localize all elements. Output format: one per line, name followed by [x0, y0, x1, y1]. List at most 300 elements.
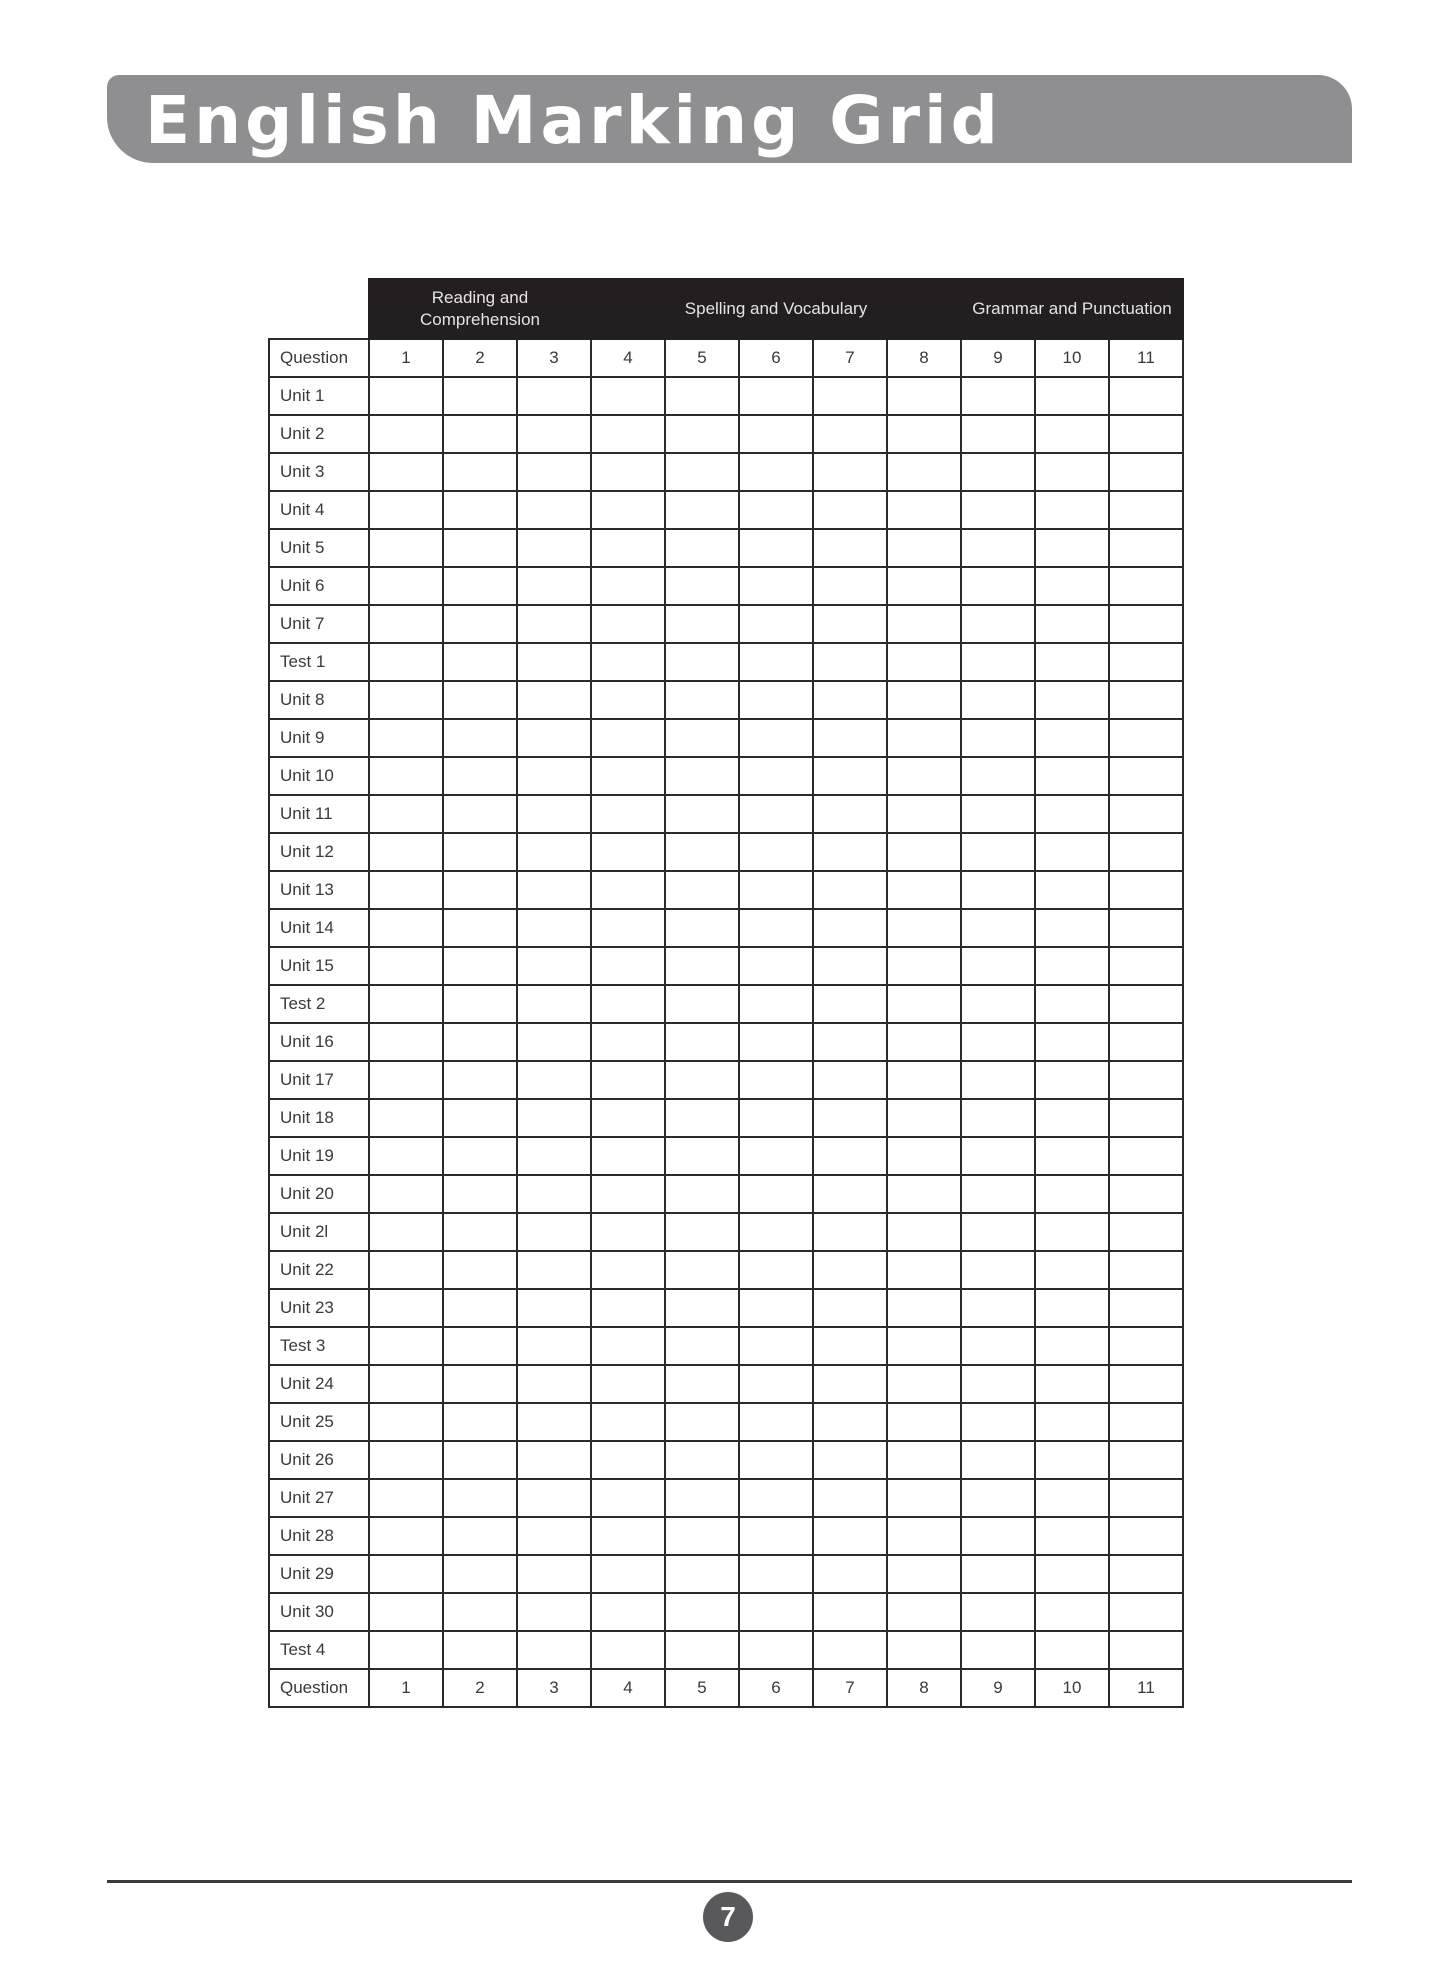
- mark-cell[interactable]: [369, 643, 443, 681]
- mark-cell[interactable]: [1035, 1289, 1109, 1327]
- mark-cell[interactable]: [1109, 1099, 1183, 1137]
- mark-cell[interactable]: [739, 985, 813, 1023]
- mark-cell[interactable]: [443, 871, 517, 909]
- mark-cell[interactable]: [1035, 1251, 1109, 1289]
- mark-cell[interactable]: [1109, 947, 1183, 985]
- mark-cell[interactable]: [443, 1023, 517, 1061]
- mark-cell[interactable]: [739, 795, 813, 833]
- mark-cell[interactable]: [1035, 833, 1109, 871]
- mark-cell[interactable]: [1109, 605, 1183, 643]
- mark-cell[interactable]: [739, 643, 813, 681]
- mark-cell[interactable]: [517, 833, 591, 871]
- mark-cell[interactable]: [665, 1327, 739, 1365]
- mark-cell[interactable]: [1109, 1327, 1183, 1365]
- mark-cell[interactable]: [443, 1137, 517, 1175]
- mark-cell[interactable]: [369, 833, 443, 871]
- mark-cell[interactable]: [1035, 1023, 1109, 1061]
- mark-cell[interactable]: [369, 1289, 443, 1327]
- mark-cell[interactable]: [739, 605, 813, 643]
- mark-cell[interactable]: [961, 681, 1035, 719]
- mark-cell[interactable]: [517, 795, 591, 833]
- mark-cell[interactable]: [591, 1517, 665, 1555]
- mark-cell[interactable]: [887, 491, 961, 529]
- mark-cell[interactable]: [1035, 605, 1109, 643]
- mark-cell[interactable]: [961, 1061, 1035, 1099]
- mark-cell[interactable]: [369, 1251, 443, 1289]
- mark-cell[interactable]: [887, 1555, 961, 1593]
- mark-cell[interactable]: [665, 605, 739, 643]
- mark-cell[interactable]: [887, 643, 961, 681]
- mark-cell[interactable]: [1109, 985, 1183, 1023]
- mark-cell[interactable]: [665, 1023, 739, 1061]
- mark-cell[interactable]: [369, 529, 443, 567]
- mark-cell[interactable]: [665, 795, 739, 833]
- mark-cell[interactable]: [665, 1137, 739, 1175]
- mark-cell[interactable]: [665, 1631, 739, 1669]
- mark-cell[interactable]: [443, 947, 517, 985]
- mark-cell[interactable]: [665, 377, 739, 415]
- mark-cell[interactable]: [369, 1441, 443, 1479]
- mark-cell[interactable]: [1035, 1327, 1109, 1365]
- mark-cell[interactable]: [813, 681, 887, 719]
- mark-cell[interactable]: [591, 1289, 665, 1327]
- mark-cell[interactable]: [961, 1631, 1035, 1669]
- mark-cell[interactable]: [1035, 1403, 1109, 1441]
- mark-cell[interactable]: [517, 757, 591, 795]
- mark-cell[interactable]: [813, 643, 887, 681]
- mark-cell[interactable]: [591, 643, 665, 681]
- mark-cell[interactable]: [961, 415, 1035, 453]
- mark-cell[interactable]: [961, 1251, 1035, 1289]
- mark-cell[interactable]: [1035, 1061, 1109, 1099]
- mark-cell[interactable]: [443, 529, 517, 567]
- mark-cell[interactable]: [591, 795, 665, 833]
- mark-cell[interactable]: [369, 567, 443, 605]
- mark-cell[interactable]: [961, 491, 1035, 529]
- mark-cell[interactable]: [813, 1327, 887, 1365]
- mark-cell[interactable]: [517, 1061, 591, 1099]
- mark-cell[interactable]: [665, 567, 739, 605]
- mark-cell[interactable]: [813, 1289, 887, 1327]
- mark-cell[interactable]: [591, 985, 665, 1023]
- mark-cell[interactable]: [369, 757, 443, 795]
- mark-cell[interactable]: [517, 453, 591, 491]
- mark-cell[interactable]: [1109, 1213, 1183, 1251]
- mark-cell[interactable]: [369, 947, 443, 985]
- mark-cell[interactable]: [369, 1327, 443, 1365]
- mark-cell[interactable]: [369, 871, 443, 909]
- mark-cell[interactable]: [665, 909, 739, 947]
- mark-cell[interactable]: [961, 1403, 1035, 1441]
- mark-cell[interactable]: [369, 1593, 443, 1631]
- mark-cell[interactable]: [813, 719, 887, 757]
- mark-cell[interactable]: [517, 1631, 591, 1669]
- mark-cell[interactable]: [517, 1213, 591, 1251]
- mark-cell[interactable]: [517, 1593, 591, 1631]
- mark-cell[interactable]: [1109, 795, 1183, 833]
- mark-cell[interactable]: [813, 1175, 887, 1213]
- mark-cell[interactable]: [961, 985, 1035, 1023]
- mark-cell[interactable]: [665, 1593, 739, 1631]
- mark-cell[interactable]: [1035, 1175, 1109, 1213]
- mark-cell[interactable]: [665, 1251, 739, 1289]
- mark-cell[interactable]: [591, 453, 665, 491]
- mark-cell[interactable]: [443, 1061, 517, 1099]
- mark-cell[interactable]: [517, 605, 591, 643]
- mark-cell[interactable]: [665, 985, 739, 1023]
- mark-cell[interactable]: [591, 1631, 665, 1669]
- mark-cell[interactable]: [665, 1479, 739, 1517]
- mark-cell[interactable]: [369, 909, 443, 947]
- mark-cell[interactable]: [739, 567, 813, 605]
- mark-cell[interactable]: [739, 1175, 813, 1213]
- mark-cell[interactable]: [665, 491, 739, 529]
- mark-cell[interactable]: [369, 1175, 443, 1213]
- mark-cell[interactable]: [1035, 491, 1109, 529]
- mark-cell[interactable]: [443, 1593, 517, 1631]
- mark-cell[interactable]: [961, 909, 1035, 947]
- mark-cell[interactable]: [517, 947, 591, 985]
- mark-cell[interactable]: [1035, 1213, 1109, 1251]
- mark-cell[interactable]: [813, 567, 887, 605]
- mark-cell[interactable]: [591, 757, 665, 795]
- mark-cell[interactable]: [369, 1479, 443, 1517]
- mark-cell[interactable]: [591, 1327, 665, 1365]
- mark-cell[interactable]: [887, 377, 961, 415]
- mark-cell[interactable]: [517, 1327, 591, 1365]
- mark-cell[interactable]: [813, 1403, 887, 1441]
- mark-cell[interactable]: [961, 1327, 1035, 1365]
- mark-cell[interactable]: [591, 947, 665, 985]
- mark-cell[interactable]: [591, 833, 665, 871]
- mark-cell[interactable]: [813, 1213, 887, 1251]
- mark-cell[interactable]: [813, 1099, 887, 1137]
- mark-cell[interactable]: [591, 1175, 665, 1213]
- mark-cell[interactable]: [887, 1175, 961, 1213]
- mark-cell[interactable]: [369, 1403, 443, 1441]
- mark-cell[interactable]: [961, 1479, 1035, 1517]
- mark-cell[interactable]: [591, 567, 665, 605]
- mark-cell[interactable]: [887, 1593, 961, 1631]
- mark-cell[interactable]: [517, 1137, 591, 1175]
- mark-cell[interactable]: [665, 1175, 739, 1213]
- mark-cell[interactable]: [443, 1479, 517, 1517]
- mark-cell[interactable]: [739, 1099, 813, 1137]
- mark-cell[interactable]: [443, 1555, 517, 1593]
- mark-cell[interactable]: [739, 377, 813, 415]
- mark-cell[interactable]: [591, 909, 665, 947]
- mark-cell[interactable]: [443, 491, 517, 529]
- mark-cell[interactable]: [813, 1023, 887, 1061]
- mark-cell[interactable]: [739, 833, 813, 871]
- mark-cell[interactable]: [665, 1061, 739, 1099]
- mark-cell[interactable]: [1109, 567, 1183, 605]
- mark-cell[interactable]: [443, 1403, 517, 1441]
- mark-cell[interactable]: [1035, 643, 1109, 681]
- mark-cell[interactable]: [813, 909, 887, 947]
- mark-cell[interactable]: [1109, 529, 1183, 567]
- mark-cell[interactable]: [813, 1593, 887, 1631]
- mark-cell[interactable]: [443, 1213, 517, 1251]
- mark-cell[interactable]: [665, 1517, 739, 1555]
- mark-cell[interactable]: [1035, 757, 1109, 795]
- mark-cell[interactable]: [443, 833, 517, 871]
- mark-cell[interactable]: [517, 1555, 591, 1593]
- mark-cell[interactable]: [517, 1099, 591, 1137]
- mark-cell[interactable]: [887, 947, 961, 985]
- mark-cell[interactable]: [1035, 1441, 1109, 1479]
- mark-cell[interactable]: [591, 415, 665, 453]
- mark-cell[interactable]: [1109, 1441, 1183, 1479]
- mark-cell[interactable]: [1109, 1251, 1183, 1289]
- mark-cell[interactable]: [1035, 1631, 1109, 1669]
- mark-cell[interactable]: [887, 1061, 961, 1099]
- mark-cell[interactable]: [1109, 757, 1183, 795]
- mark-cell[interactable]: [813, 795, 887, 833]
- mark-cell[interactable]: [665, 453, 739, 491]
- mark-cell[interactable]: [813, 947, 887, 985]
- mark-cell[interactable]: [591, 1023, 665, 1061]
- mark-cell[interactable]: [443, 1365, 517, 1403]
- mark-cell[interactable]: [517, 1289, 591, 1327]
- mark-cell[interactable]: [517, 681, 591, 719]
- mark-cell[interactable]: [887, 1441, 961, 1479]
- mark-cell[interactable]: [887, 605, 961, 643]
- mark-cell[interactable]: [591, 1479, 665, 1517]
- mark-cell[interactable]: [961, 1365, 1035, 1403]
- mark-cell[interactable]: [443, 795, 517, 833]
- mark-cell[interactable]: [517, 529, 591, 567]
- mark-cell[interactable]: [739, 491, 813, 529]
- mark-cell[interactable]: [739, 871, 813, 909]
- mark-cell[interactable]: [739, 947, 813, 985]
- mark-cell[interactable]: [369, 1213, 443, 1251]
- mark-cell[interactable]: [443, 1517, 517, 1555]
- mark-cell[interactable]: [591, 719, 665, 757]
- mark-cell[interactable]: [369, 1137, 443, 1175]
- mark-cell[interactable]: [887, 1023, 961, 1061]
- mark-cell[interactable]: [1109, 681, 1183, 719]
- mark-cell[interactable]: [739, 415, 813, 453]
- mark-cell[interactable]: [739, 1555, 813, 1593]
- mark-cell[interactable]: [739, 1403, 813, 1441]
- mark-cell[interactable]: [369, 681, 443, 719]
- mark-cell[interactable]: [1109, 1023, 1183, 1061]
- mark-cell[interactable]: [369, 1023, 443, 1061]
- mark-cell[interactable]: [1109, 1593, 1183, 1631]
- mark-cell[interactable]: [443, 377, 517, 415]
- mark-cell[interactable]: [369, 795, 443, 833]
- mark-cell[interactable]: [443, 1175, 517, 1213]
- mark-cell[interactable]: [813, 1137, 887, 1175]
- mark-cell[interactable]: [1109, 1175, 1183, 1213]
- mark-cell[interactable]: [961, 1593, 1035, 1631]
- mark-cell[interactable]: [1035, 1517, 1109, 1555]
- mark-cell[interactable]: [1035, 567, 1109, 605]
- mark-cell[interactable]: [1109, 833, 1183, 871]
- mark-cell[interactable]: [443, 1099, 517, 1137]
- mark-cell[interactable]: [665, 1441, 739, 1479]
- mark-cell[interactable]: [1109, 1631, 1183, 1669]
- mark-cell[interactable]: [961, 947, 1035, 985]
- mark-cell[interactable]: [739, 1251, 813, 1289]
- mark-cell[interactable]: [665, 947, 739, 985]
- mark-cell[interactable]: [443, 415, 517, 453]
- mark-cell[interactable]: [961, 1175, 1035, 1213]
- mark-cell[interactable]: [887, 567, 961, 605]
- mark-cell[interactable]: [517, 377, 591, 415]
- mark-cell[interactable]: [739, 1365, 813, 1403]
- mark-cell[interactable]: [887, 1479, 961, 1517]
- mark-cell[interactable]: [443, 643, 517, 681]
- mark-cell[interactable]: [961, 795, 1035, 833]
- mark-cell[interactable]: [591, 1061, 665, 1099]
- mark-cell[interactable]: [1109, 1137, 1183, 1175]
- mark-cell[interactable]: [369, 605, 443, 643]
- mark-cell[interactable]: [813, 985, 887, 1023]
- mark-cell[interactable]: [369, 1061, 443, 1099]
- mark-cell[interactable]: [813, 605, 887, 643]
- mark-cell[interactable]: [517, 1251, 591, 1289]
- mark-cell[interactable]: [1035, 1365, 1109, 1403]
- mark-cell[interactable]: [517, 491, 591, 529]
- mark-cell[interactable]: [961, 1099, 1035, 1137]
- mark-cell[interactable]: [887, 1289, 961, 1327]
- mark-cell[interactable]: [1109, 643, 1183, 681]
- mark-cell[interactable]: [1109, 1479, 1183, 1517]
- mark-cell[interactable]: [591, 1251, 665, 1289]
- mark-cell[interactable]: [665, 1289, 739, 1327]
- mark-cell[interactable]: [665, 1099, 739, 1137]
- mark-cell[interactable]: [887, 1213, 961, 1251]
- mark-cell[interactable]: [961, 871, 1035, 909]
- mark-cell[interactable]: [369, 377, 443, 415]
- mark-cell[interactable]: [961, 833, 1035, 871]
- mark-cell[interactable]: [1109, 453, 1183, 491]
- mark-cell[interactable]: [1035, 415, 1109, 453]
- mark-cell[interactable]: [591, 1213, 665, 1251]
- mark-cell[interactable]: [443, 1631, 517, 1669]
- mark-cell[interactable]: [739, 719, 813, 757]
- mark-cell[interactable]: [517, 719, 591, 757]
- mark-cell[interactable]: [961, 605, 1035, 643]
- mark-cell[interactable]: [961, 377, 1035, 415]
- mark-cell[interactable]: [665, 1213, 739, 1251]
- mark-cell[interactable]: [887, 1251, 961, 1289]
- mark-cell[interactable]: [665, 833, 739, 871]
- mark-cell[interactable]: [665, 529, 739, 567]
- mark-cell[interactable]: [591, 491, 665, 529]
- mark-cell[interactable]: [739, 681, 813, 719]
- mark-cell[interactable]: [1109, 491, 1183, 529]
- mark-cell[interactable]: [1035, 1099, 1109, 1137]
- mark-cell[interactable]: [369, 1099, 443, 1137]
- mark-cell[interactable]: [665, 719, 739, 757]
- mark-cell[interactable]: [813, 1479, 887, 1517]
- mark-cell[interactable]: [591, 1137, 665, 1175]
- mark-cell[interactable]: [739, 1289, 813, 1327]
- mark-cell[interactable]: [1109, 719, 1183, 757]
- mark-cell[interactable]: [665, 681, 739, 719]
- mark-cell[interactable]: [813, 453, 887, 491]
- mark-cell[interactable]: [1035, 377, 1109, 415]
- mark-cell[interactable]: [443, 605, 517, 643]
- mark-cell[interactable]: [887, 529, 961, 567]
- mark-cell[interactable]: [591, 1403, 665, 1441]
- mark-cell[interactable]: [739, 1631, 813, 1669]
- mark-cell[interactable]: [1035, 1593, 1109, 1631]
- mark-cell[interactable]: [739, 1061, 813, 1099]
- mark-cell[interactable]: [369, 453, 443, 491]
- mark-cell[interactable]: [739, 453, 813, 491]
- mark-cell[interactable]: [887, 681, 961, 719]
- mark-cell[interactable]: [887, 757, 961, 795]
- mark-cell[interactable]: [517, 567, 591, 605]
- mark-cell[interactable]: [591, 1441, 665, 1479]
- mark-cell[interactable]: [369, 1555, 443, 1593]
- mark-cell[interactable]: [369, 491, 443, 529]
- mark-cell[interactable]: [1035, 681, 1109, 719]
- mark-cell[interactable]: [887, 1099, 961, 1137]
- mark-cell[interactable]: [1109, 871, 1183, 909]
- mark-cell[interactable]: [813, 1441, 887, 1479]
- mark-cell[interactable]: [665, 1403, 739, 1441]
- mark-cell[interactable]: [1035, 719, 1109, 757]
- mark-cell[interactable]: [813, 529, 887, 567]
- mark-cell[interactable]: [1109, 377, 1183, 415]
- mark-cell[interactable]: [517, 1403, 591, 1441]
- mark-cell[interactable]: [665, 757, 739, 795]
- mark-cell[interactable]: [887, 1327, 961, 1365]
- mark-cell[interactable]: [887, 1631, 961, 1669]
- mark-cell[interactable]: [961, 1441, 1035, 1479]
- mark-cell[interactable]: [517, 1479, 591, 1517]
- mark-cell[interactable]: [1109, 415, 1183, 453]
- mark-cell[interactable]: [739, 529, 813, 567]
- mark-cell[interactable]: [591, 681, 665, 719]
- mark-cell[interactable]: [813, 1631, 887, 1669]
- mark-cell[interactable]: [369, 1517, 443, 1555]
- mark-cell[interactable]: [739, 1593, 813, 1631]
- mark-cell[interactable]: [961, 1555, 1035, 1593]
- mark-cell[interactable]: [961, 1517, 1035, 1555]
- mark-cell[interactable]: [887, 1403, 961, 1441]
- mark-cell[interactable]: [443, 1441, 517, 1479]
- mark-cell[interactable]: [739, 1023, 813, 1061]
- mark-cell[interactable]: [1109, 909, 1183, 947]
- mark-cell[interactable]: [517, 1023, 591, 1061]
- mark-cell[interactable]: [739, 757, 813, 795]
- mark-cell[interactable]: [813, 1365, 887, 1403]
- mark-cell[interactable]: [369, 985, 443, 1023]
- mark-cell[interactable]: [813, 415, 887, 453]
- mark-cell[interactable]: [517, 1175, 591, 1213]
- mark-cell[interactable]: [443, 1289, 517, 1327]
- mark-cell[interactable]: [887, 833, 961, 871]
- mark-cell[interactable]: [813, 757, 887, 795]
- mark-cell[interactable]: [591, 605, 665, 643]
- mark-cell[interactable]: [887, 415, 961, 453]
- mark-cell[interactable]: [739, 1213, 813, 1251]
- mark-cell[interactable]: [887, 719, 961, 757]
- mark-cell[interactable]: [1035, 795, 1109, 833]
- mark-cell[interactable]: [813, 1251, 887, 1289]
- mark-cell[interactable]: [591, 1555, 665, 1593]
- mark-cell[interactable]: [887, 1137, 961, 1175]
- mark-cell[interactable]: [443, 681, 517, 719]
- mark-cell[interactable]: [887, 871, 961, 909]
- mark-cell[interactable]: [813, 1555, 887, 1593]
